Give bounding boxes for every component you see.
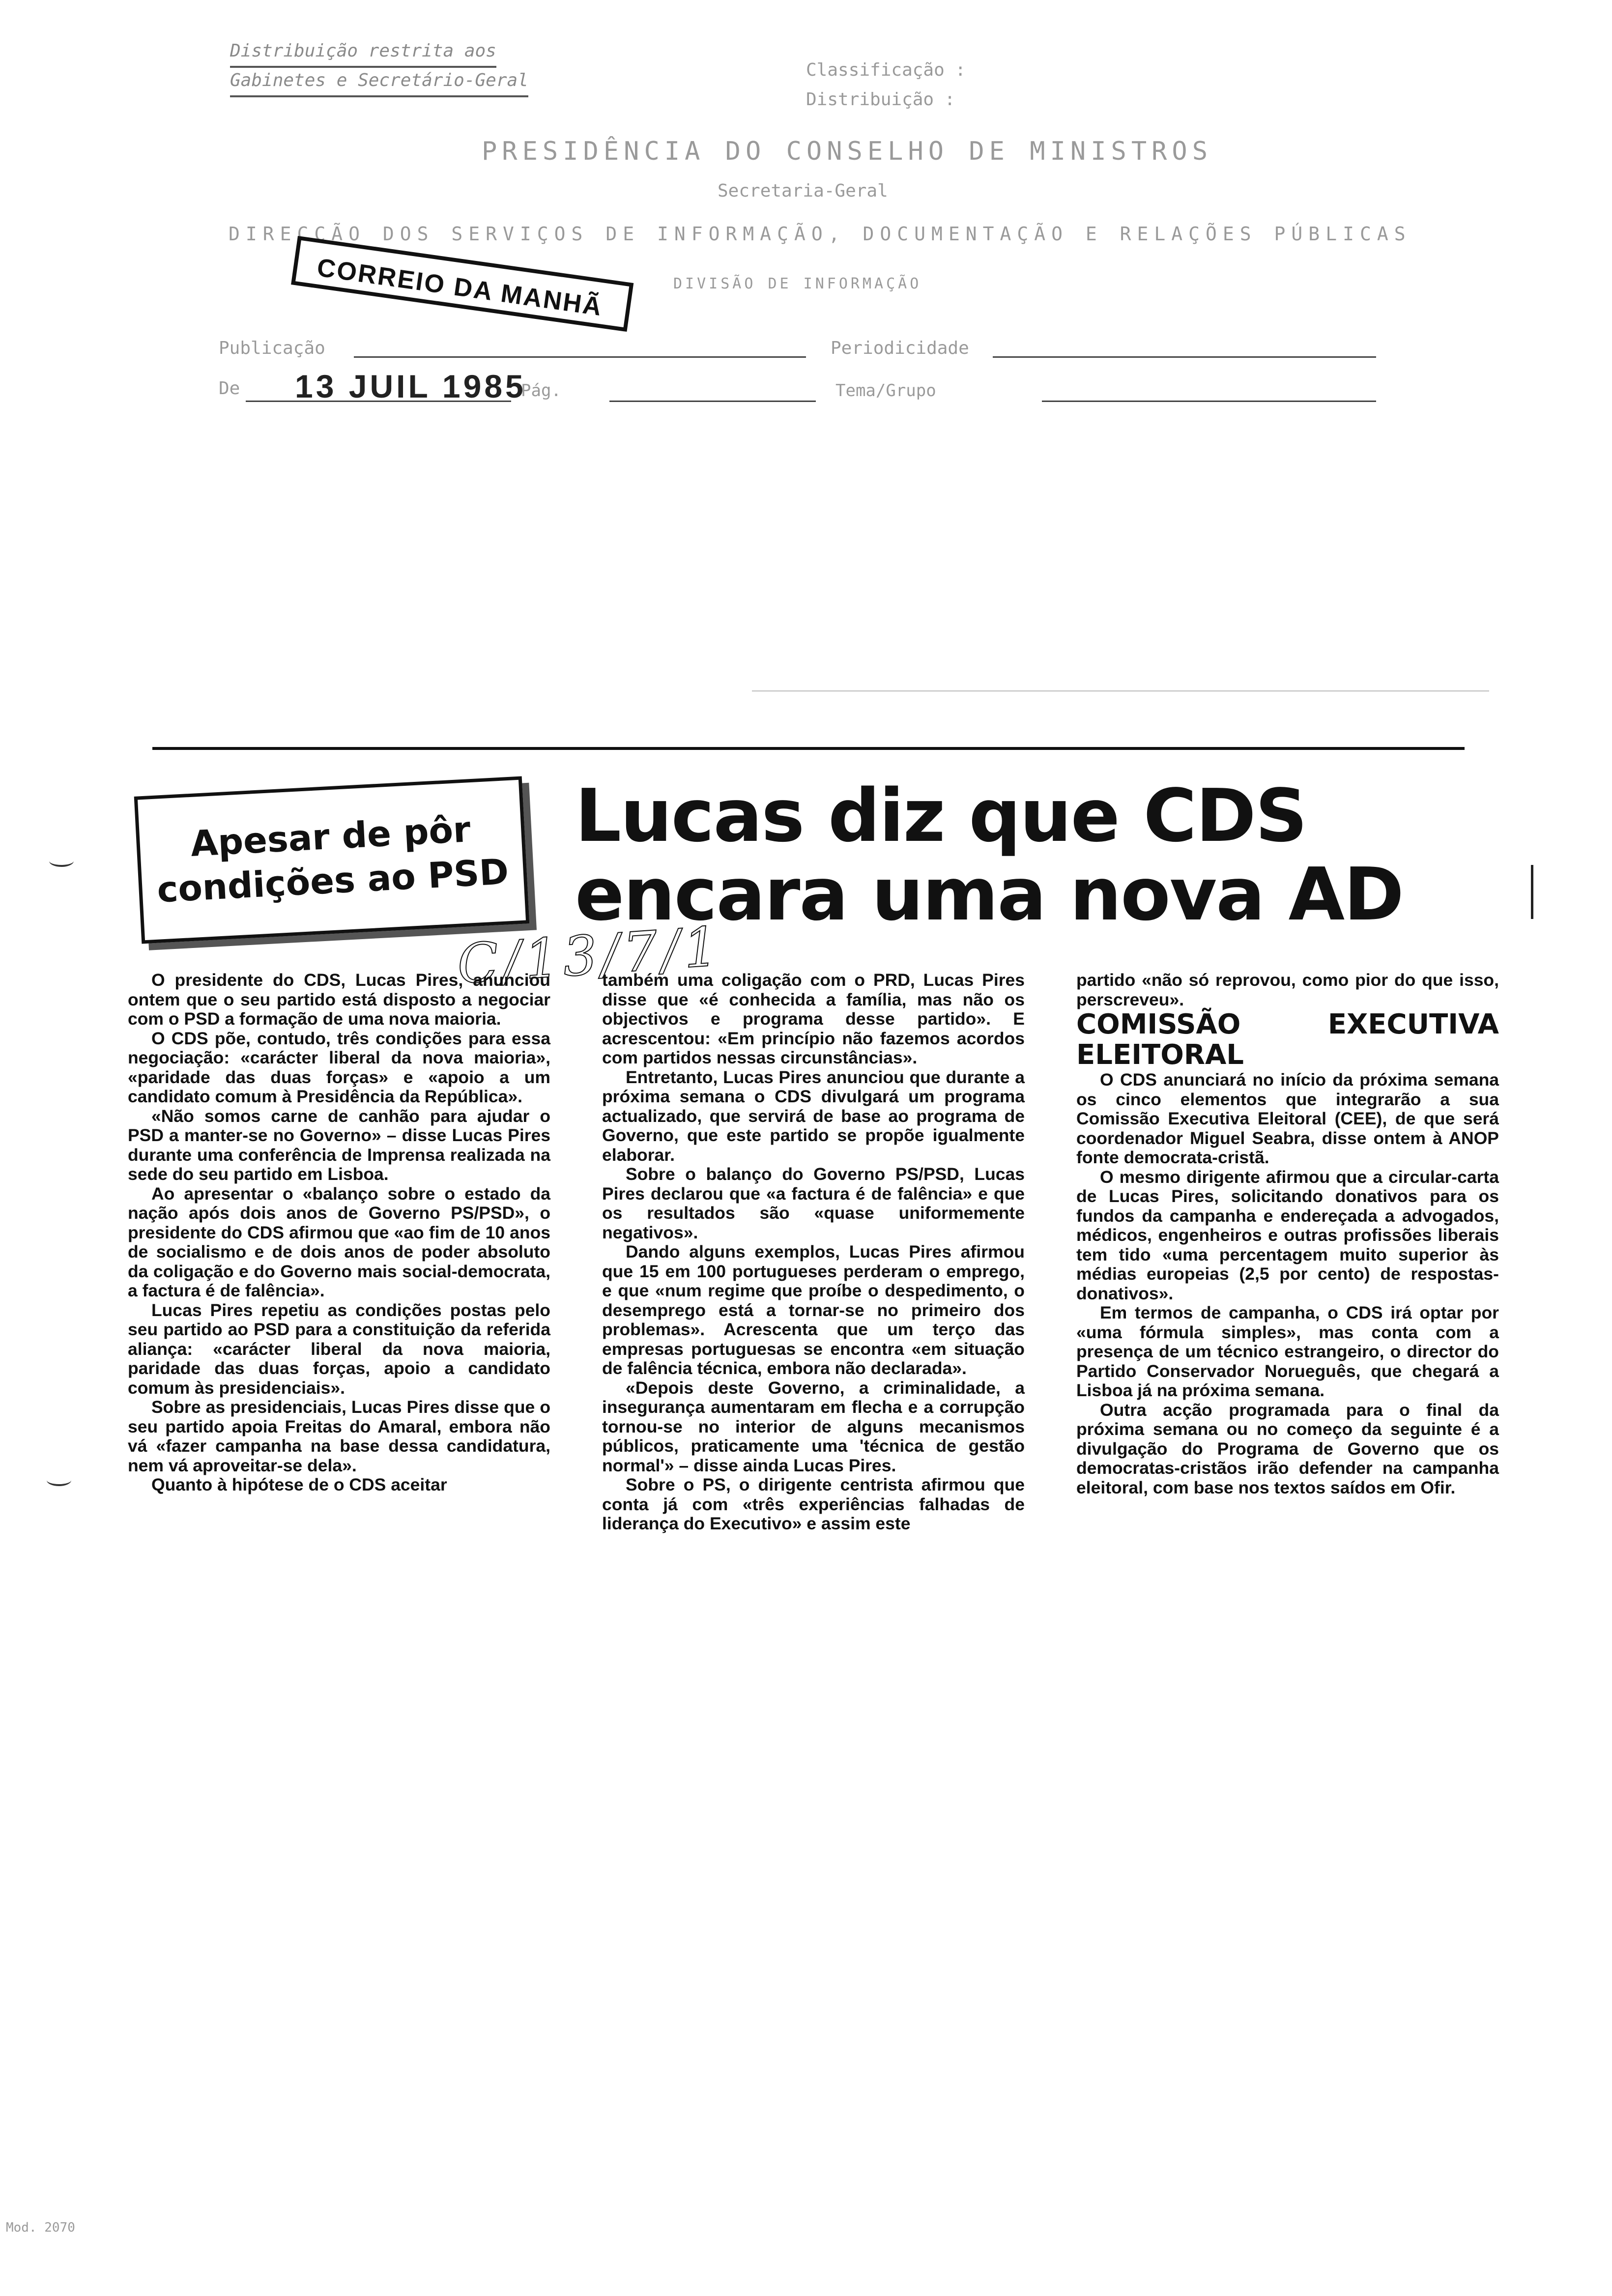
article-column-2 — [602, 971, 1025, 1534]
publication-line — [354, 356, 806, 358]
paragraph: O mesmo dirigente afirmou que a circular-carta de Lucas Pires, solicitando donativos para os fundos da campanha e endereçada a advogados, médicos, engenheiros e outras profissões liberais tem tido «uma percentagem muito superior às médias europeias (2,5 por cento) de respostas-donativos». — [1076, 1167, 1499, 1303]
article-top-rule — [152, 747, 1465, 750]
classification-label: Classificação : — [806, 60, 966, 80]
presidency-title: PRESIDÊNCIA DO CONSELHO DE MINISTROS — [482, 137, 1213, 166]
paragraph: «Depois deste Governo, a criminalidade, a insegurança aumentaram em flecha e a corrupção tornou-se no interior de alguns mecanismos públicos, praticamente uma 'técnica de gestão normal'» – disse ainda Lucas Pires. — [602, 1378, 1025, 1475]
form-code: Mod. 2070 — [6, 2220, 75, 2235]
paragraph: Em termos de campanha, o CDS irá optar por «uma fórmula simples», mas conta com a presença de um técnico estrangeiro, o director do Partido Conservador Norueguês, que chegará a Lisboa já na próxima semana. — [1076, 1303, 1499, 1400]
newspaper-stamp: CORREIO DA MANHÃ — [291, 236, 633, 332]
date-stamp: 13 JUIL 1985 — [295, 368, 526, 404]
directorate-label: DIRECÇÃO DOS SERVIÇOS DE INFORMAÇÃO, DOCUMENTAÇÃO E RELAÇÕES PÚBLICAS — [229, 223, 1411, 245]
margin-mark-top — [49, 855, 74, 867]
classification-block — [806, 48, 966, 122]
publication-label: Publicação — [219, 338, 325, 358]
handwritten-reference: C/13/7/1 — [455, 915, 724, 996]
paragraph: Lucas Pires repetiu as condições postas pelo seu partido ao PSD para a constituição da referida aliança: «carácter liberal da nova maioria, paridade das duas forças, apoio a candidato comum às presidenciais». — [128, 1300, 550, 1398]
division-label: DIVISÃO DE INFORMAÇÃO — [673, 275, 922, 292]
page-label: Pág. — [521, 381, 561, 401]
article-headline: Lucas diz que CDS encara uma nova AD — [575, 774, 1404, 937]
paragraph: Sobre o balanço do Governo PS/PSD, Lucas Pires declarou que «a factura é de falência» e que os resultados são «quase uniformemente negativos». — [602, 1164, 1025, 1242]
theme-line — [1042, 401, 1376, 402]
margin-bar — [1531, 865, 1533, 919]
secretariat-label: Secretaria-Geral — [718, 181, 888, 201]
paragraph: também uma coligação com o PRD, Lucas Pires disse que «é conhecida a família, mas não os objectivos e programa desse partido». E acrescentou: «Em princípio não fazemos acordos com partidos nessas circunstâncias». — [602, 970, 1025, 1067]
margin-mark-bottom — [47, 1474, 71, 1486]
paragraph: Sobre o PS, o dirigente centrista afirmou que conta já com «três experiências falhadas de liderança do Executivo» e assim este — [602, 1475, 1025, 1533]
periodicity-line — [993, 356, 1376, 358]
paragraph: partido «não só reprovou, como pior do que isso, perscreveu». — [1076, 970, 1499, 1009]
distribution-label: Distribuição : — [806, 89, 955, 110]
section-subheading: COMISSÃO EXECUTIVA ELEITORAL — [1076, 1008, 1499, 1071]
distribution-line-1: Distribuição restrita aos — [230, 38, 496, 68]
paragraph: Entretanto, Lucas Pires anunciou que durante a próxima semana o CDS divulgará um programa actualizado, que servirá de base ao programa de Governo, que este partido se propõe igualmente elaborar. — [602, 1067, 1025, 1165]
paragraph: Sobre as presidenciais, Lucas Pires disse que o seu partido apoia Freitas do Amaral, embora não vá «fazer campanha na base dessa candidatura, nem vá aproveitar-se dela». — [128, 1397, 550, 1475]
article-column-3 — [1076, 971, 1499, 1497]
distribution-line-2: Gabinetes e Secretário-Geral — [230, 68, 528, 97]
paragraph: Dando alguns exemplos, Lucas Pires afirmou que 15 em 100 portugueses perderam o emprego, e que «num regime que proíbe o despedimento, o desemprego está a tornar-se no primeiro dos problemas». Acrescenta que um terço das empresas portuguesas se encontra «em situação de falência técnica, embora não declarada». — [602, 1242, 1025, 1378]
date-label: De — [219, 378, 240, 399]
article-kicker: Apesar de pôr condições ao PSD — [134, 776, 530, 944]
paragraph: O CDS anunciará no início da próxima semana os cinco elementos que integrarão a sua Comissão Executiva Eleitoral (CEE), de que será coordenador Miguel Seabra, disse ontem à ANOP fonte democrata-cristã. — [1076, 1070, 1499, 1167]
paragraph: «Não somos carne de canhão para ajudar o PSD a manter-se no Governo» – disse Lucas Pires durante uma conferência de Imprensa realizada na sede do seu partido em Lisboa. — [128, 1106, 550, 1184]
paragraph: Ao apresentar o «balanço sobre o estado da nação após dois anos de Governo PS/PSD», o presidente do CDS afirmou que «ao fim de 10 anos de socialismo e de dois anos de poder absoluto da coligação e do Governo mais social-democrata, a factura é de falência». — [128, 1183, 550, 1300]
article-column-1 — [128, 971, 550, 1495]
faint-rule — [752, 690, 1489, 691]
distribution-note — [230, 38, 528, 97]
theme-label: Tema/Grupo — [835, 381, 936, 401]
paragraph: Outra acção programada para o final da próxima semana ou no começo da seguinte é a divulgação do Programa de Governo que os democratas-cristãos irão defender na campanha eleitoral, com base nos textos saídos em Ofir. — [1076, 1400, 1499, 1497]
periodicity-label: Periodicidade — [831, 338, 969, 358]
paragraph: O CDS põe, contudo, três condições para essa negociação: «carácter liberal da nova maioria», «paridade das duas forças» e «apoio a um candidato comum à Presidência da República». — [128, 1028, 550, 1106]
page-line — [609, 401, 816, 402]
paragraph: Quanto à hipótese de o CDS aceitar — [151, 1475, 447, 1494]
paragraph: O presidente do CDS, Lucas Pires, anunciou ontem que o seu partido está disposto a negociar com o PSD a formação de uma nova maioria. — [128, 970, 550, 1029]
